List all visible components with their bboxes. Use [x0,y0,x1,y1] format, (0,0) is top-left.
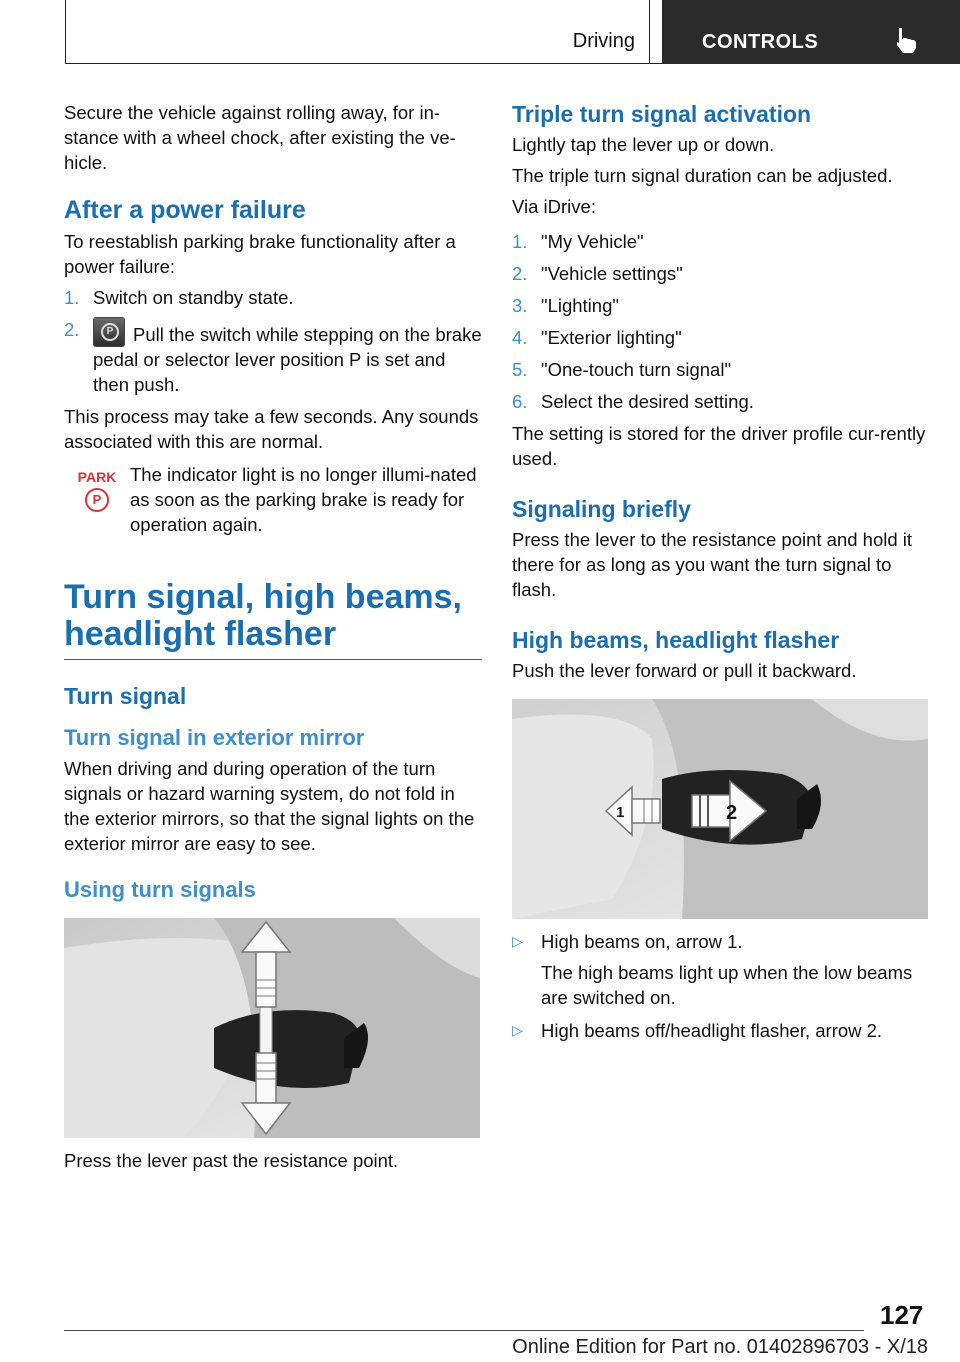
step-text: "Lighting" [541,295,619,316]
list-item [512,357,928,382]
list-item [512,929,928,1010]
mirror-signal-text: When driving and during operation of the turn signals or hazard warning system, do not fold in the exterior mirrors, so that the signal lights on the exterior mirror are easy to see. [64,758,475,854]
list-item [512,293,928,318]
list-item [512,389,928,414]
step-number: 2. [64,319,80,340]
step-text: "Exterior lighting" [541,327,682,348]
step-text: Select the desired setting. [541,391,754,412]
list-item [512,229,928,254]
power-failure-heading: After a power failure [64,196,306,224]
step-number: 6. [512,391,528,412]
high-beam-bullets [512,929,928,1043]
park-indicator-icon [64,462,130,543]
step-text: "One-touch turn signal" [541,359,732,380]
turn-signal-heading: Turn signal [64,683,187,709]
step-text: "Vehicle settings" [541,263,683,284]
list-item [512,325,928,350]
bullet-content [541,929,928,1010]
edition-text: Online Edition for Part no. 01402896703 - X/18 [512,1336,928,1358]
list-item [64,317,482,397]
process-note: This process may take a few seconds. Any sounds associated with this are normal. [64,406,479,452]
arrow-1-label: 1 [616,804,625,821]
signaling-briefly-heading: Signaling briefly [512,496,691,522]
list-item [64,285,482,310]
rolling-away-text: Secure the vehicle against rolling away, for in-stance with a wheel chock, after existing the ve-hicle. [64,102,456,173]
parking-brake-switch-icon [93,317,125,347]
triple-signal-heading: Triple turn signal activation [512,101,812,127]
bullet-triangle-icon: ▷ [512,1022,523,1038]
step-number: 4. [512,327,528,348]
step-text: "My Vehicle" [541,231,644,252]
page-header [65,0,960,64]
high-beam-lever-image [512,699,928,919]
step-text: Pull the switch while stepping on the brake pedal or selector lever position P is set and then push. [93,324,482,395]
main-section-heading: Turn signal, high beams, headlight flasher [64,579,482,660]
mirror-signal-heading: Turn signal in exterior mirror [64,725,365,750]
signaling-briefly-text: Press the lever to the resistance point and hold it there for as long as you want the turn signal to flash. [512,529,913,600]
list-item [512,261,928,286]
page-number: 127 [880,1300,924,1330]
step-number: 5. [512,359,528,380]
triple-signal-p1: Lightly tap the lever up or down. [512,134,775,155]
triple-signal-p4: The setting is stored for the driver profile cur-rently used. [512,423,926,469]
arrow-2-label: 2 [726,802,738,824]
triple-signal-p3: Via iDrive: [512,196,596,217]
turn-signal-lever-image [64,918,480,1138]
step-number: 2. [512,263,528,284]
high-beams-heading: High beams, headlight flasher [512,627,840,653]
bullet-text: High beams off/headlight flasher, arrow 2. [541,1020,883,1041]
indicator-note [64,462,482,543]
pointing-hand-icon [894,26,920,54]
indicator-text: The indicator light is no longer illumi-nated as soon as the parking brake is ready for operation again. [130,464,477,535]
footer-divider [64,1330,864,1331]
chapter-tab [662,0,960,64]
bullet-subtext: The high beams light up when the low beams are switched on. [541,962,913,1008]
bullet-text: High beams on, arrow 1. [541,931,743,952]
triple-signal-p2: The triple turn signal duration can be adjusted. [512,165,893,186]
step-number: 1. [512,231,528,252]
bullet-triangle-icon: ▷ [512,933,523,949]
figure-caption: Press the lever past the resistance point. [64,1150,399,1171]
park-symbol: P [85,488,109,512]
step-content [93,317,482,397]
step-number: 1. [64,287,80,308]
park-label: PARK [77,469,117,485]
list-item [512,1018,928,1043]
lever-illustration [512,699,928,919]
power-failure-intro: To reestablish parking brake functionality after a power failure: [64,231,456,277]
chapter-title: CONTROLS [702,31,819,53]
step-text: Switch on standby state. [93,287,294,308]
right-column [512,100,928,1051]
using-signals-heading: Using turn signals [64,877,256,902]
power-failure-steps [64,285,482,397]
high-beams-text: Push the lever forward or pull it backward. [512,660,857,681]
left-column [64,100,482,1179]
section-title: Driving [66,0,650,63]
lever-illustration [64,918,480,1138]
parking-symbol: P [101,323,119,341]
step-number: 3. [512,295,528,316]
idrive-steps [512,229,928,414]
